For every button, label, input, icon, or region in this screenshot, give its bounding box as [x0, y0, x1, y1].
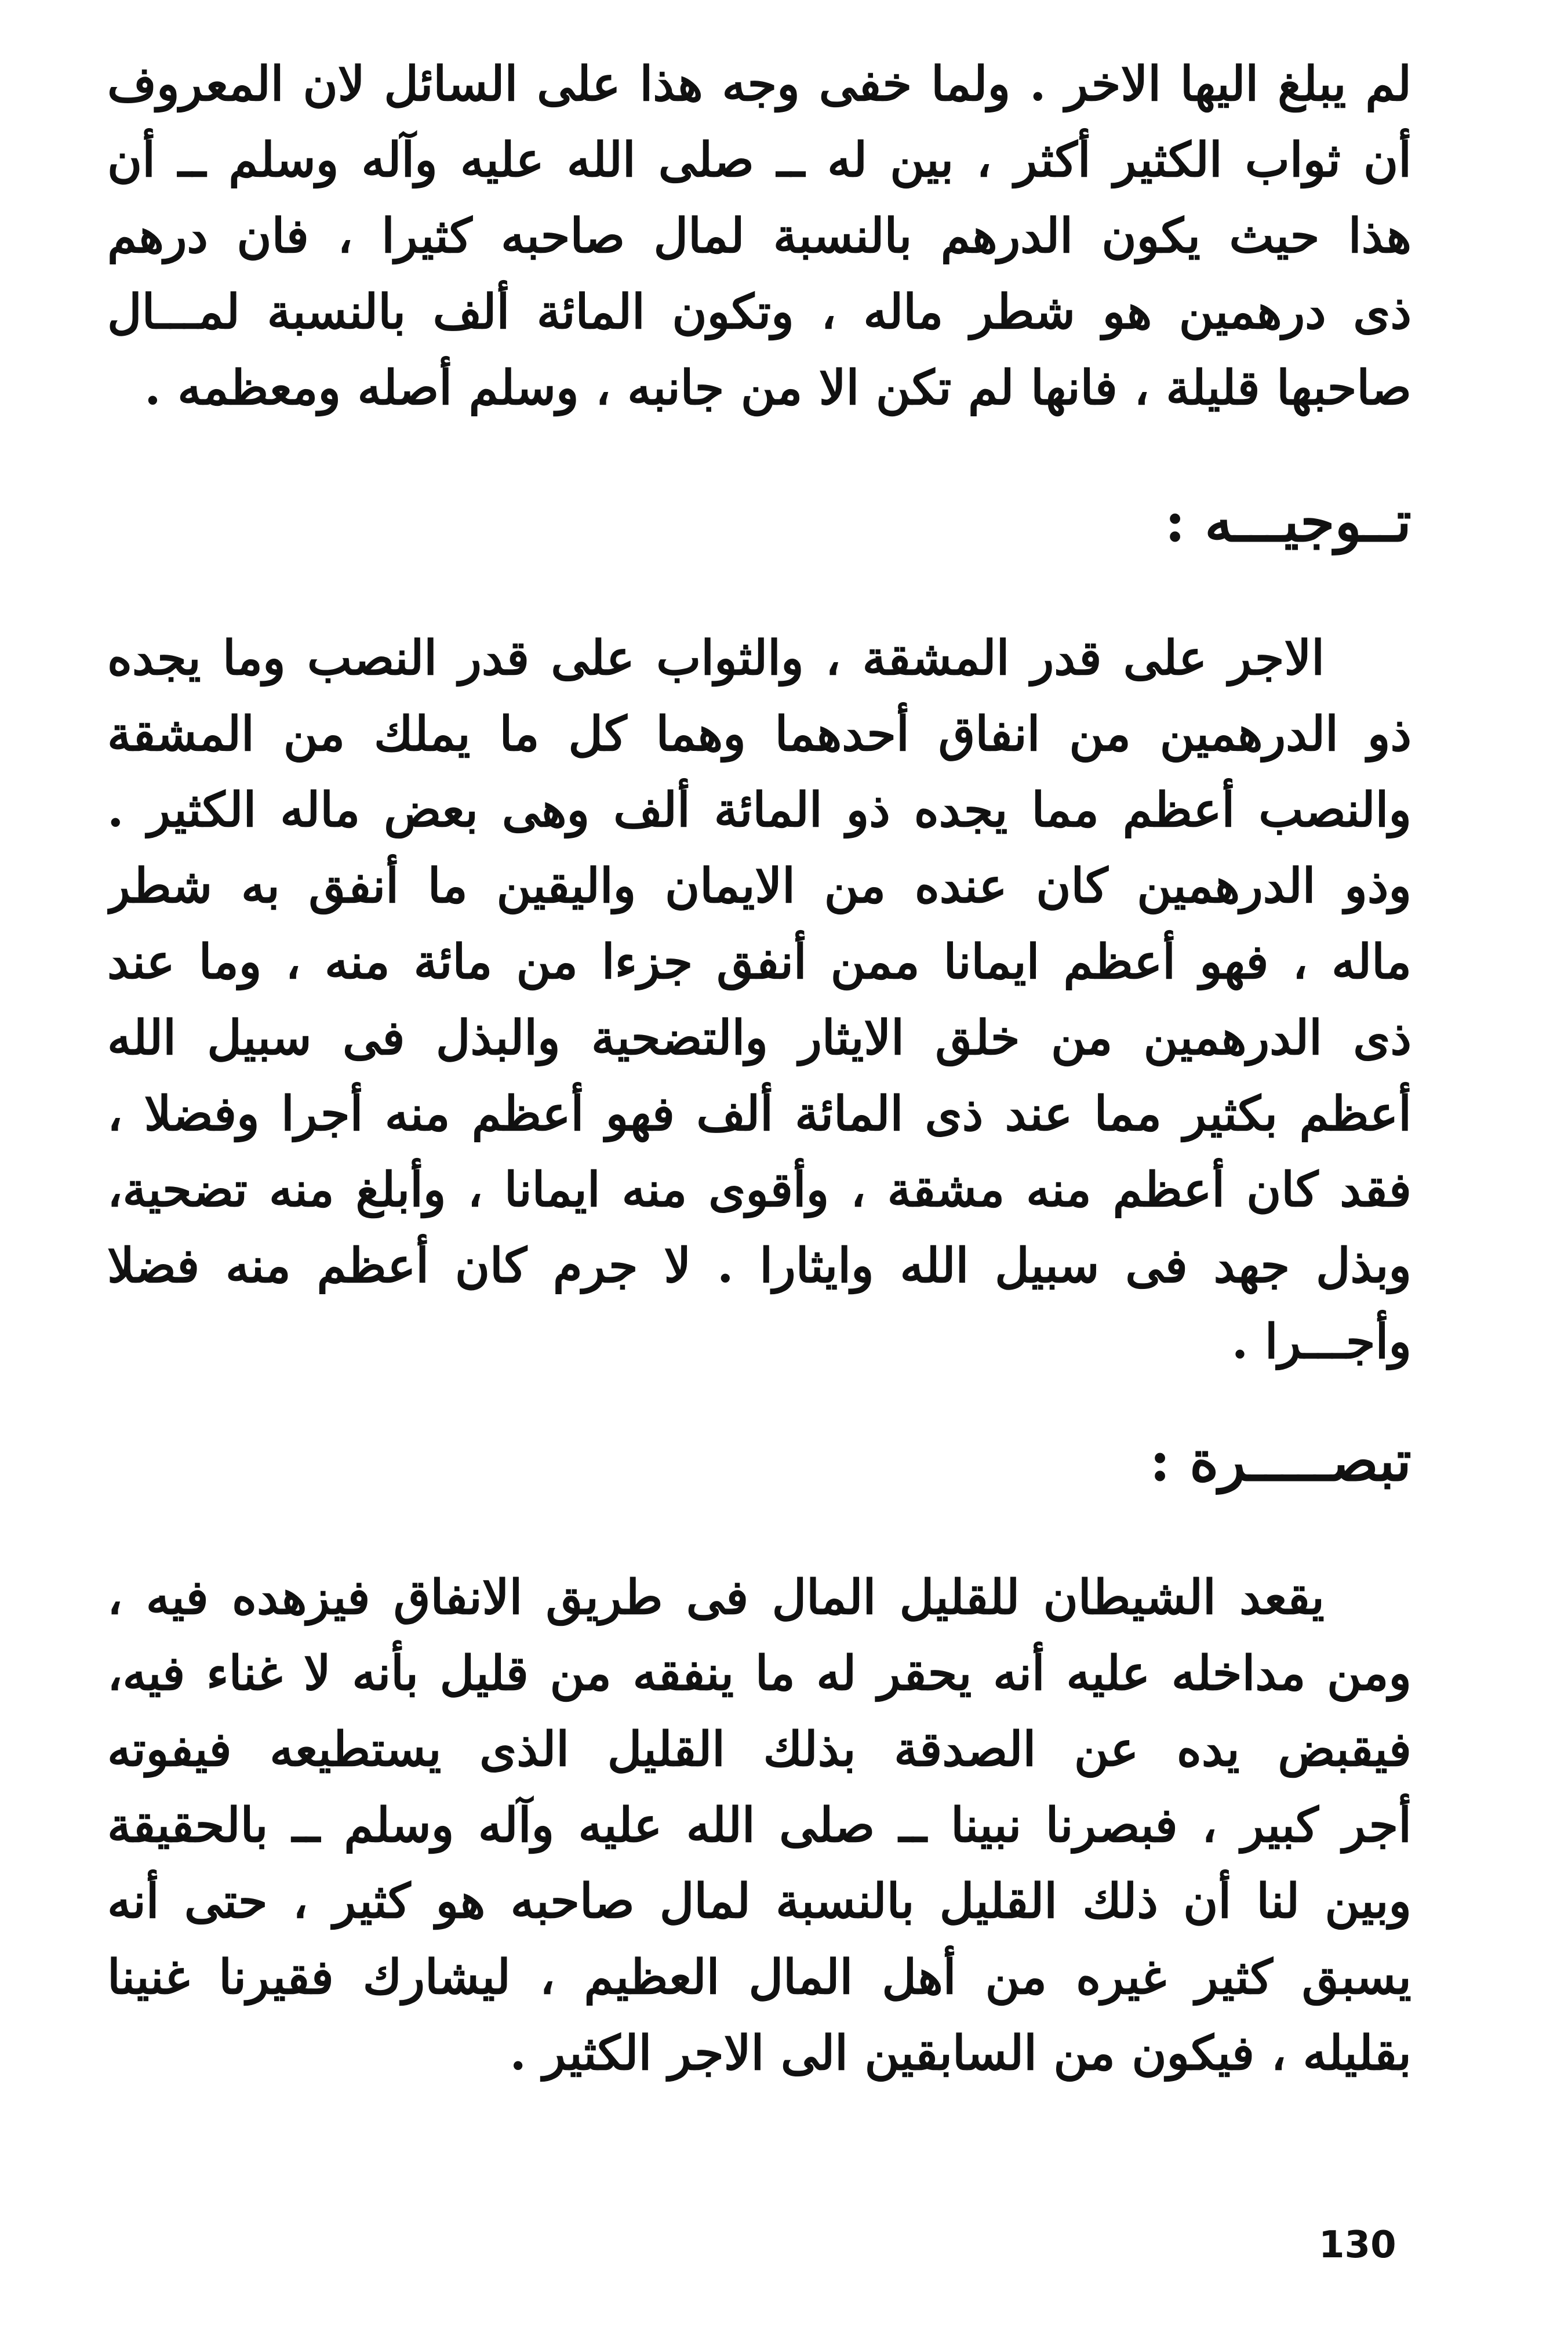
text-line: فيقبض يده عن الصدقة بذلك القليل الذى يستطيعه فيفوته — [107, 1722, 1411, 1777]
text-line: أجر كبير ، فبصرنا نبينا ــ صلى الله عليه وآله وسلم ــ بالحقيقة — [107, 1797, 1411, 1853]
text-line: يقعد الشيطان للقليل المال فى طريق الانفاق فيزهده فيه ، — [107, 1570, 1325, 1625]
text-line: لم يبلغ اليها الاخر . ولما خفى وجه هذا على السائل لان المعروف — [107, 56, 1411, 112]
text-line: وذو الدرهمين كان عنده من الايمان واليقين ما أنفق به شطر — [107, 858, 1411, 914]
text-line: يسبق كثير غيره من أهل المال العظيم ، ليشارك فقيرنا غنينا — [107, 1949, 1411, 2005]
text-line: وأجـــرا . — [1231, 1314, 1411, 1370]
page-number: 130 — [1319, 2224, 1396, 2267]
text-line: صاحبها قليلة ، فانها لم تكن الا من جانبه ، وسلم أصله ومعظمه . — [144, 360, 1411, 416]
text-line: الاجر على قدر المشقة ، والثواب على قدر النصب وما يجده — [107, 630, 1325, 686]
text-line: أعظم بكثير مما عند ذى المائة ألف فهو أعظم منه أجرا وفضلا ، — [107, 1086, 1411, 1142]
text-line: هذا حيث يكون الدرهم بالنسبة لمال صاحبه كثيرا ، فان درهم — [107, 208, 1411, 264]
text-line: وبذل جهد فى سبيل الله وايثارا . لا جرم كان أعظم منه فضلا — [107, 1238, 1411, 1294]
text-line: ذى الدرهمين من خلق الايثار والتضحية والبذل فى سبيل الله — [107, 1010, 1411, 1066]
text-line: والنصب أعظم مما يجده ذو المائة ألف وهى بعض ماله الكثير . — [107, 782, 1411, 838]
text-line: فقد كان أعظم منه مشقة ، وأقوى منه ايمانا ، وأبلغ منه تضحية، — [107, 1162, 1411, 1218]
text-line: ماله ، فهو أعظم ايمانا ممن أنفق جزءا من مائة منه ، وما عند — [107, 934, 1411, 990]
text-line: ذو الدرهمين من انفاق أحدهما وهما كل ما يملك من المشقة — [107, 706, 1411, 762]
section-heading-tawjih: تــوجيـــه : — [1165, 489, 1411, 554]
text-line: ذى درهمين هو شطر ماله ، وتكون المائة ألف بالنسبة لمـــال — [107, 284, 1411, 340]
text-line: ومن مداخله عليه أنه يحقر له ما ينفقه من قليل بأنه لا غناء فيه، — [107, 1646, 1411, 1701]
text-line: بقليله ، فيكون من السابقين الى الاجر الكثير . — [510, 2025, 1411, 2081]
paragraph-3 — [107, 1560, 1411, 2091]
text-line: وبين لنا أن ذلك القليل بالنسبة لمال صاحبه هو كثير ، حتى أنه — [107, 1873, 1411, 1929]
paragraph-2 — [107, 620, 1411, 1380]
text-line: أن ثواب الكثير أكثر ، بين له ــ صلى الله عليه وآله وسلم ــ أن — [107, 132, 1411, 188]
paragraph-1 — [107, 46, 1411, 426]
section-heading-tabsira: تبصـــــرة : — [1149, 1428, 1411, 1494]
